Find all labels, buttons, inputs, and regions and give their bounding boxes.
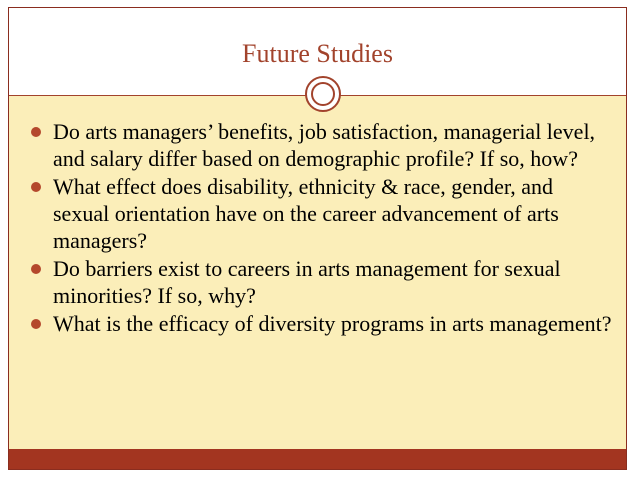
bullet-icon — [31, 319, 41, 329]
slide-title: Future Studies — [242, 39, 393, 68]
bullet-item-3 — [29, 255, 614, 309]
bullet-list — [29, 118, 614, 338]
bullet-item-1 — [29, 118, 614, 172]
bullet-text-3: Do barriers exist to careers in arts management for sexual minorities? If so, why? — [53, 256, 561, 308]
content-area — [9, 96, 626, 450]
bullet-item-2 — [29, 173, 614, 254]
circle-ornament-icon — [305, 76, 341, 112]
bullet-text-2: What effect does disability, ethnicity & race, gender, and sexual orientation have on the career advancement of arts managers? — [53, 174, 559, 253]
bottom-bar — [9, 449, 626, 469]
bullet-icon — [31, 127, 41, 137]
bullet-text-1: Do arts managers’ benefits, job satisfaction, managerial level, and salary differ based on demographic profile? If so, how? — [53, 119, 596, 171]
slide-frame — [8, 7, 627, 470]
bullet-text-4: What is the efficacy of diversity programs in arts management? — [53, 311, 612, 336]
bullet-icon — [31, 182, 41, 192]
bullet-item-4 — [29, 310, 614, 337]
bullet-icon — [31, 264, 41, 274]
